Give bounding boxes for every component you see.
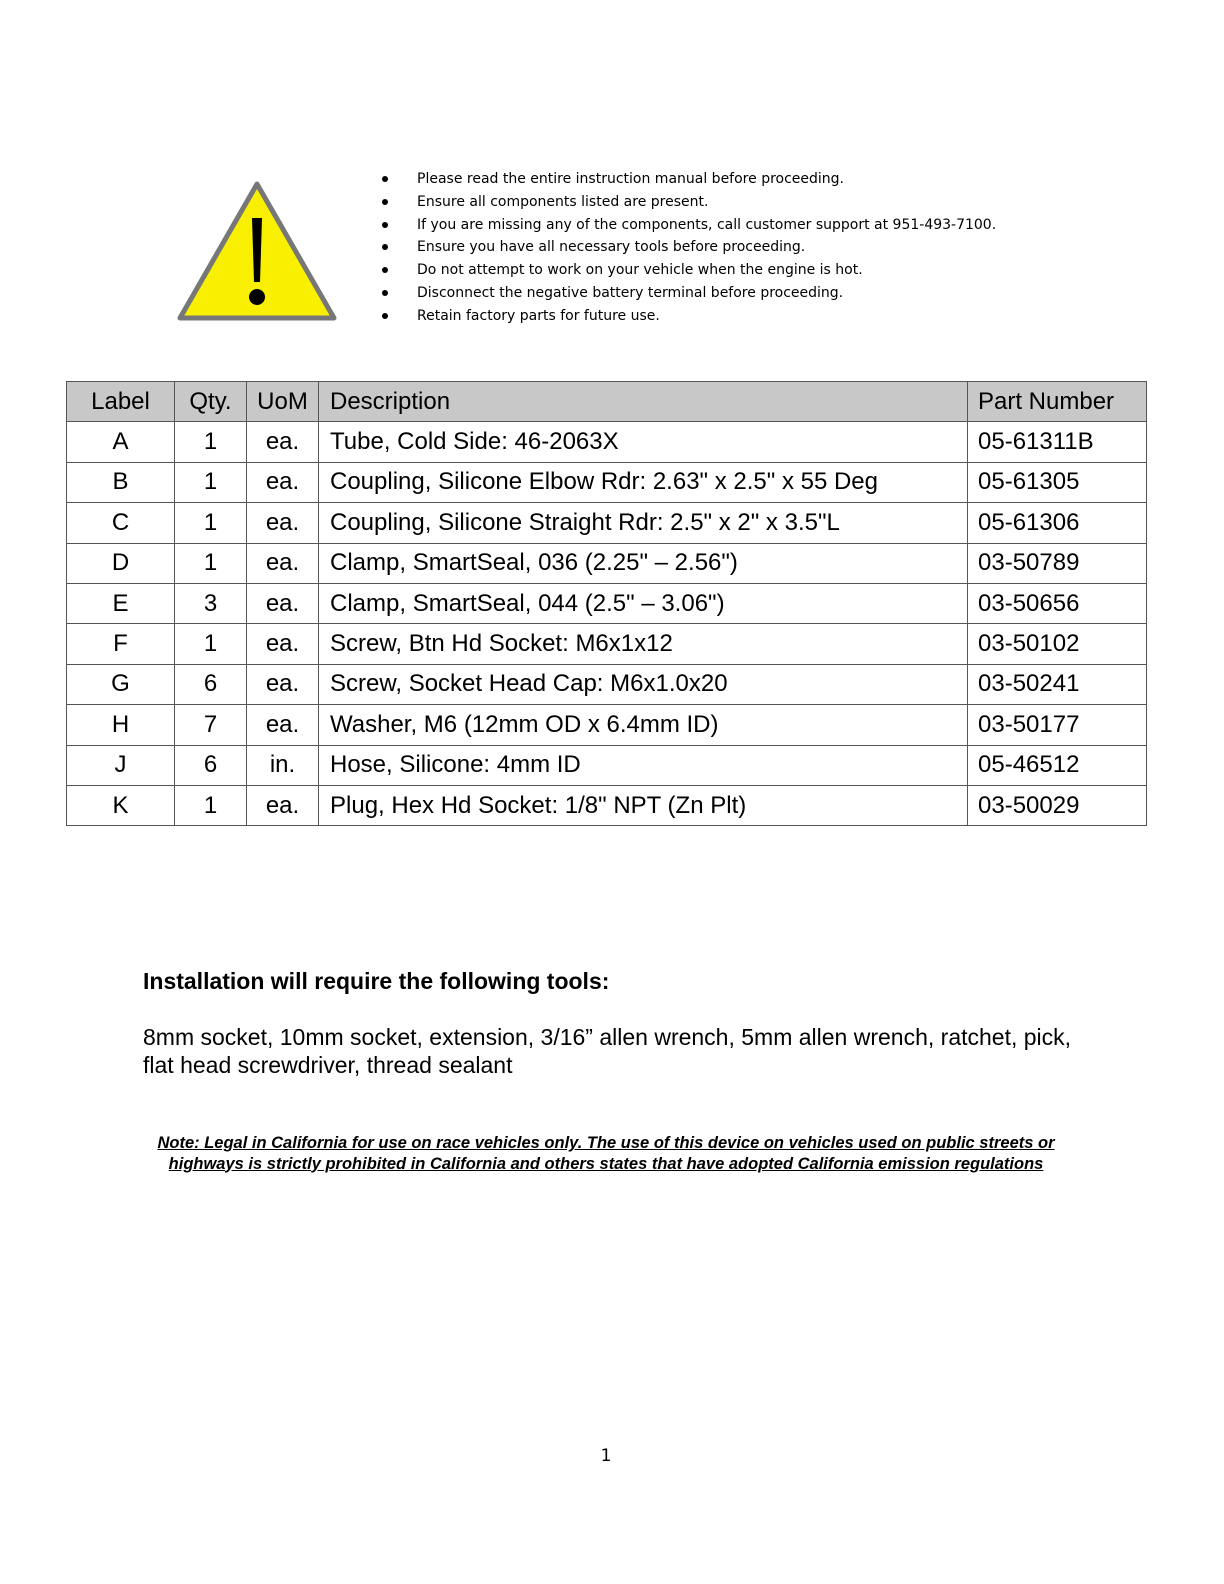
parts-table bbox=[66, 381, 1147, 826]
cell-label: F bbox=[67, 624, 175, 664]
cell-qty: 1 bbox=[175, 785, 247, 825]
cell-qty: 3 bbox=[175, 583, 247, 623]
safety-instruction: Please read the entire instruction manual before proceeding. bbox=[378, 168, 996, 191]
safety-instruction: Retain factory parts for future use. bbox=[378, 305, 996, 328]
cell-part-number: 05-61306 bbox=[968, 503, 1147, 543]
header-label: Label bbox=[67, 382, 175, 422]
cell-label: E bbox=[67, 583, 175, 623]
cell-uom: ea. bbox=[247, 624, 319, 664]
table-row bbox=[67, 422, 1147, 462]
cell-qty: 6 bbox=[175, 745, 247, 785]
cell-part-number: 05-46512 bbox=[968, 745, 1147, 785]
cell-description: Tube, Cold Side: 46-2063X bbox=[319, 422, 968, 462]
cell-uom: ea. bbox=[247, 503, 319, 543]
cell-uom: ea. bbox=[247, 422, 319, 462]
safety-instruction: Disconnect the negative battery terminal before proceeding. bbox=[378, 282, 996, 305]
cell-label: H bbox=[67, 705, 175, 745]
safety-instruction: Ensure you have all necessary tools before proceeding. bbox=[378, 236, 996, 259]
cell-uom: ea. bbox=[247, 543, 319, 583]
cell-part-number: 03-50177 bbox=[968, 705, 1147, 745]
safety-instruction: Do not attempt to work on your vehicle when the engine is hot. bbox=[378, 259, 996, 282]
cell-description: Screw, Btn Hd Socket: M6x1x12 bbox=[319, 624, 968, 664]
table-row bbox=[67, 583, 1147, 623]
safety-instructions-list bbox=[378, 168, 996, 328]
cell-part-number: 03-50241 bbox=[968, 664, 1147, 704]
cell-label: A bbox=[67, 422, 175, 462]
cell-description: Coupling, Silicone Elbow Rdr: 2.63" x 2.5" x 55 Deg bbox=[319, 462, 968, 502]
cell-part-number: 05-61311B bbox=[968, 422, 1147, 462]
header-uom: UoM bbox=[247, 382, 319, 422]
cell-qty: 7 bbox=[175, 705, 247, 745]
cell-description: Clamp, SmartSeal, 044 (2.5" – 3.06") bbox=[319, 583, 968, 623]
tools-heading: Installation will require the following tools: bbox=[143, 968, 610, 994]
cell-uom: in. bbox=[247, 745, 319, 785]
cell-part-number: 03-50656 bbox=[968, 583, 1147, 623]
cell-label: G bbox=[67, 664, 175, 704]
header-qty: Qty. bbox=[175, 382, 247, 422]
table-row bbox=[67, 543, 1147, 583]
cell-qty: 1 bbox=[175, 543, 247, 583]
table-row bbox=[67, 745, 1147, 785]
cell-description: Plug, Hex Hd Socket: 1/8" NPT (Zn Plt) bbox=[319, 785, 968, 825]
cell-description: Washer, M6 (12mm OD x 6.4mm ID) bbox=[319, 705, 968, 745]
table-row bbox=[67, 624, 1147, 664]
cell-qty: 1 bbox=[175, 422, 247, 462]
safety-instruction: If you are missing any of the components, call customer support at 951-493-7100. bbox=[378, 214, 996, 237]
cell-label: J bbox=[67, 745, 175, 785]
warning-triangle-icon bbox=[174, 178, 340, 326]
cell-uom: ea. bbox=[247, 583, 319, 623]
cell-uom: ea. bbox=[247, 664, 319, 704]
cell-label: D bbox=[67, 543, 175, 583]
cell-part-number: 05-61305 bbox=[968, 462, 1147, 502]
cell-label: B bbox=[67, 462, 175, 502]
cell-uom: ea. bbox=[247, 785, 319, 825]
cell-qty: 1 bbox=[175, 624, 247, 664]
cell-qty: 6 bbox=[175, 664, 247, 704]
header-description: Description bbox=[319, 382, 968, 422]
cell-part-number: 03-50029 bbox=[968, 785, 1147, 825]
table-row bbox=[67, 462, 1147, 502]
table-row bbox=[67, 785, 1147, 825]
cell-part-number: 03-50102 bbox=[968, 624, 1147, 664]
page-number: 1 bbox=[600, 1446, 612, 1466]
table-row bbox=[67, 664, 1147, 704]
cell-description: Coupling, Silicone Straight Rdr: 2.5" x 2" x 3.5"L bbox=[319, 503, 968, 543]
legal-note: Note: Legal in California for use on race vehicles only. The use of this device on vehicles used on public streets or highways is strictly prohibited in California and others states that have adopted California emission regulations bbox=[157, 1134, 1055, 1173]
cell-uom: ea. bbox=[247, 705, 319, 745]
cell-qty: 1 bbox=[175, 503, 247, 543]
cell-qty: 1 bbox=[175, 462, 247, 502]
cell-label: K bbox=[67, 785, 175, 825]
tools-list: 8mm socket, 10mm socket, extension, 3/16” allen wrench, 5mm allen wrench, ratchet, pick, flat head screwdriver, thread sealant bbox=[143, 1024, 1072, 1078]
cell-uom: ea. bbox=[247, 462, 319, 502]
cell-description: Hose, Silicone: 4mm ID bbox=[319, 745, 968, 785]
table-row bbox=[67, 705, 1147, 745]
cell-part-number: 03-50789 bbox=[968, 543, 1147, 583]
safety-instruction: Ensure all components listed are present. bbox=[378, 191, 996, 214]
header-part-number: Part Number bbox=[968, 382, 1147, 422]
cell-description: Screw, Socket Head Cap: M6x1.0x20 bbox=[319, 664, 968, 704]
table-header-row bbox=[67, 382, 1147, 422]
cell-description: Clamp, SmartSeal, 036 (2.25" – 2.56") bbox=[319, 543, 968, 583]
cell-label: C bbox=[67, 503, 175, 543]
table-row bbox=[67, 503, 1147, 543]
